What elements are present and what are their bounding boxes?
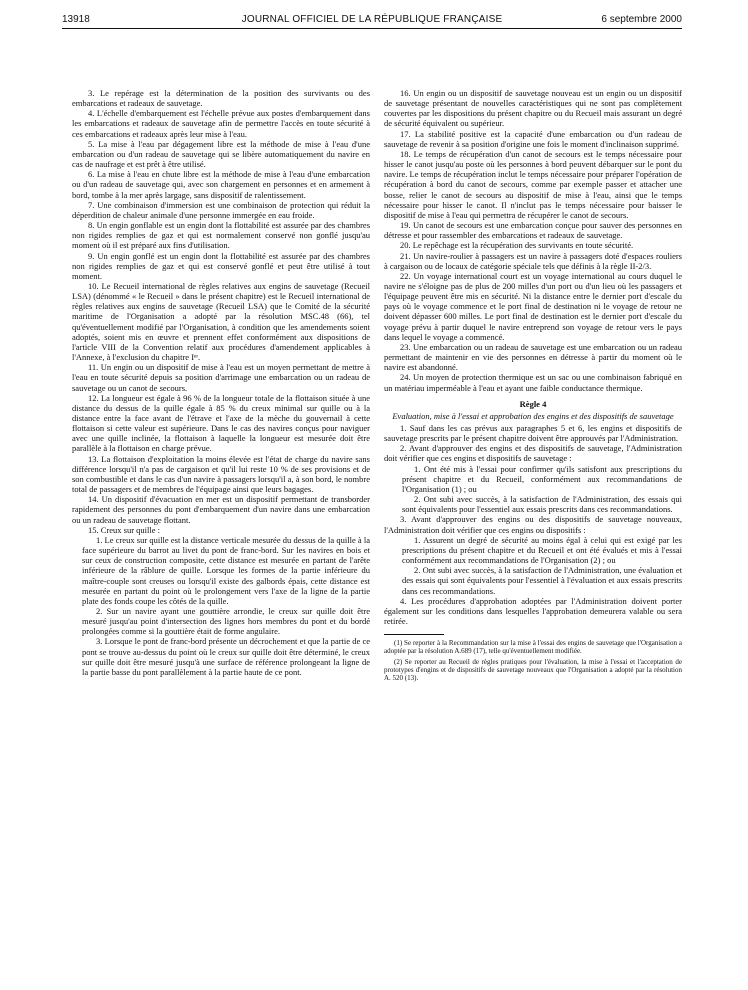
- footnote-2: (2) Se reporter au Recueil de règles pratiques pour l'évaluation, la mise à l'essai et l'acceptation de prototypes d'engins et de dispositifs de sauvetage nouveaux que l'Organisation a adopté par la résolution A. 520 (13).: [384, 657, 682, 682]
- left-column: [72, 88, 370, 677]
- journal-title: JOURNAL OFFICIEL DE LA RÉPUBLIQUE FRANÇAISE: [241, 14, 503, 25]
- paragraph: 2. Ont subi avec succès, à la satisfaction de l'Administration, des essais qui sont équivalents pour l'essentiel aux essais prescrits dans ces recommandations.: [402, 494, 682, 515]
- paragraph: 1. Sauf dans les cas prévus aux paragraphes 5 et 6, les engins et dispositifs de sauvetage prescrits par le présent chapitre doivent être approuvés par l'Administration.: [384, 423, 682, 444]
- paragraph: 4. Les procédures d'approbation adoptées par l'Administration doivent porter également sur les conditions dans lesquelles l'approbation demeurera valable ou sera retirée.: [384, 595, 682, 626]
- paragraph: 2. Sur un navire ayant une gouttière arrondie, le creux sur quille doit être mesuré jusqu'au point d'intersection des lignes hors membres du pont et du bordé prolongées comme si la gouttière était de forme angulaire.: [82, 605, 370, 637]
- paragraph: 17. La stabilité positive est la capacité d'une embarcation ou d'un radeau de sauvetage de revenir à sa position d'origine une fois le moment d'inclinaison supprimé.: [384, 128, 682, 149]
- paragraph: 16. Un engin ou un dispositif de sauvetage nouveau est un engin ou un dispositif de sauvetage présentant de nouvelles caractéristiques qui ne sont pas complètement couvertes par les dispositions du présent chapitre ou du Recueil mais assurant un degré de sécurité équivalent ou supérieur.: [384, 88, 682, 129]
- publication-date: 6 septembre 2000: [601, 14, 682, 25]
- paragraph: 20. Le repêchage est la récupération des survivants en toute sécurité.: [400, 240, 634, 251]
- paragraph: 10. Le Recueil international de règles relatives aux engins de sauvetage (Recueil LSA) (dénommé « le Recueil » dans le présent chapitre) est le Recueil international de règles relatives aux engins de sauvetage (Recueil LSA) que le Comité de la sécurité maritime de l'Organisation a adopté par la résolution MSC.48 (66), tel qu'éventuellement modifié par l'Organisation, à condition que les amendements soient adoptés, soient mis en œuvre et prennent effet conformément aux dispositions de l'article VIII de la Convention relatif aux procédures d'amendement applicables à l'Annexe, à l'exclusion du chapitre Iᵉʳ.: [72, 280, 370, 363]
- paragraph: 14. Un dispositif d'évacuation en mer est un dispositif permettant de transborder rapidement des personnes du pont d'embarquement d'un navire dans une embarcation ou un radeau de sauvetage flottant.: [72, 494, 370, 525]
- paragraph: 21. Un navire-roulier à passagers est un navire à passagers doté d'espaces rouliers à cargaison ou de locaux de catégorie spéciale tels que définis à la règle II-2/3.: [384, 250, 682, 271]
- paragraph: 3. Lorsque le pont de franc-bord présente un décrochement et que la partie de ce pont se trouve au-dessus du point où le creux sur quille doit être déterminé, le creux sur quille doit être mesuré jusqu'à une surface de référence prolongeant la ligne de la partie basse du pont parallèlement à la partie haute de ce pont.: [82, 636, 370, 677]
- paragraph: 13. La flottaison d'exploitation la moins élevée est l'état de charge du navire sans différence lorsqu'il n'a pas de cargaison et qu'il lui reste 10 % de ses provisions et de son combustible et dans le cas d'un navire à passagers lorsqu'il a, à son bord, le nombre total de passagers et de membres de l'équipage ainsi que leurs bagages.: [72, 453, 370, 495]
- section-heading: Règle 4: [519, 398, 547, 409]
- paragraph: 7. Une combinaison d'immersion est une combinaison de protection qui réduit la déperdition de chaleur animale d'une personne immergée en eau froide.: [72, 199, 370, 220]
- page-number: 13918: [62, 14, 90, 25]
- paragraph: 12. La longueur est égale à 96 % de la longueur totale de la flottaison située à une distance du dessus de la quille égale à 85 % du creux minimal sur quille ou à la distance entre la face avant de l'étrave et l'axe de la mèche du gouvernail à cette flottaison si cette valeur est supérieure. Dans le cas des navires conçus pour naviguer avec une quille inclinée, la flottaison à laquelle la longueur est mesurée doit être parallèle à la flottaison en charge prévue.: [72, 392, 370, 454]
- paragraph: 2. Ont subi avec succès, à la satisfaction de l'Administration, une évaluation et des essais qui sont équivalents pour l'essentiel à l'évaluation et aux essais prescrits dans ces recommandations.: [402, 565, 682, 596]
- paragraph: 3. Le repérage est la détermination de la position des survivants ou des embarcations et radeaux de sauvetage.: [72, 88, 370, 109]
- paragraph: 1. Assurent un degré de sécurité au moins égal à celui qui est exigé par les prescriptions du présent chapitre et du Recueil et ont été évalués et mis à l'essai conformément aux recommandations de l'Organisation (2) ; ou: [402, 534, 682, 566]
- section-subheading: Evaluation, mise à l'essai et approbation des engins et des dispositifs de sauvetage: [392, 410, 674, 421]
- paragraph: 22. Un voyage international court est un voyage international au cours duquel le navire ne s'éloigne pas de plus de 200 milles d'un port ou d'un lieu où les passagers et l'équipage peuvent être mis en sécurité. Ni la distance entre le dernier port d'escale du pays où le voyage commence et le port final de destination ni le voyage de retour ne doivent dépasser 600 milles. Le port final de destination est le dernier port d'escale du voyage prévu à partir duquel le navire entreprend son voyage de retour vers le pays dans lequel le voyage a commencé.: [384, 270, 682, 342]
- footnotes: [384, 634, 682, 682]
- paragraph: 5. La mise à l'eau par dégagement libre est la méthode de mise à l'eau d'une embarcation ou d'un radeau de sauvetage qui se libère automatiquement du navire en cas de naufrage et est prêt à être utilisé.: [72, 138, 370, 170]
- paragraph: 6. La mise à l'eau en chute libre est la méthode de mise à l'eau d'une embarcation ou d'un radeau de sauvetage qui, avec son chargement en personnes et en armement à bord, tombe à la mer après largage, sans dispositif de ralentissement.: [72, 169, 370, 200]
- right-column-paragraphs: [384, 88, 682, 626]
- paragraph: 15. Creux sur quille :: [88, 524, 161, 535]
- paragraph: 24. Un moyen de protection thermique est un sac ou une combinaison fabriqué en un matériau imperméable à l'eau et ayant une faible conductance thermique.: [384, 372, 682, 393]
- footnote-rule: [384, 634, 444, 635]
- paragraph: 3. Avant d'approuver des engins ou des dispositifs de sauvetage nouveaux, l'Administration doit vérifier que ces engins ou dispositifs :: [384, 514, 682, 535]
- paragraph: 4. L'échelle d'embarquement est l'échelle prévue aux postes d'embarquement dans les embarcations et radeaux de sauvetage afin de permettre l'accès en toute sécurité à ces embarcations et radeaux après leur mise à l'eau.: [72, 108, 370, 139]
- paragraph: 1. Le creux sur quille est la distance verticale mesurée du dessus de la quille à la face supérieure du barrot au livet du pont de franc-bord. Sur les navires en bois et sur ceux de construction composite, cette distance est mesurée en partant de l'arête inférieure de la râblure de quille. Lorsque les formes de la partie inférieure du maître-couple sont creuses ou lorsqu'il existe des galbords épais, cette distance est mesurée en partant du point où le prolongement vers l'axe de la ligne de la partie plate des fonds coupe les côtés de la quille.: [82, 534, 370, 606]
- paragraph: 23. Une embarcation ou un radeau de sauvetage est une embarcation ou un radeau permettant de maintenir en vie des personnes en détresse à partir du moment où le navire est abandonné.: [384, 341, 682, 373]
- right-column: [384, 88, 682, 684]
- paragraph: 8. Un engin gonflable est un engin dont la flottabilité est assurée par des chambres non rigides remplies de gaz et qui est normalement conservé non gonflé jusqu'au moment où il est préparé aux fins d'utilisation.: [72, 220, 370, 251]
- paragraph: 1. Ont été mis à l'essai pour confirmer qu'ils satisfont aux prescriptions du présent chapitre et du Recueil, conformément aux recommandations de l'Organisation (1) ; ou: [402, 463, 682, 494]
- paragraph: 2. Avant d'approuver des engins et des dispositifs de sauvetage, l'Administration doit vérifier que ces engins et dispositifs de sauvetage :: [384, 443, 682, 464]
- paragraph: 9. Un engin gonflé est un engin dont la flottabilité est assurée par des chambres non rigides remplies de gaz et qui est conservé gonflé et peut être utilisé à tout moment.: [72, 250, 370, 281]
- footnote-1: (1) Se reporter à la Recommandation sur la mise à l'essai des engins de sauvetage que l'Organisation a adoptée par la résolution A.689 (17), telle qu'éventuellement modifiée.: [384, 639, 682, 656]
- paragraph: 19. Un canot de secours est une embarcation conçue pour sauver des personnes en détresse et pour rassembler des embarcations et radeaux de sauvetage.: [384, 220, 682, 241]
- paragraph: 11. Un engin ou un dispositif de mise à l'eau est un moyen permettant de mettre à l'eau en toute sécurité depuis sa position d'arrimage une embarcation ou un radeau de sauvetage ou un canot de secours.: [72, 362, 370, 393]
- header-rule: [62, 28, 682, 29]
- paragraph: 18. Le temps de récupération d'un canot de secours est le temps nécessaire pour hisser le canot jusqu'au poste où les personnes à bord peuvent débarquer sur le pont du navire. Le temps de récupération inclut le temps nécessaire pour préparer l'opération de récupération à bord du canot de secours, comme par exemple passer et attacher une bosse, relier le canot de secours au dispositif de mise à l'eau, ainsi que le temps nécessaire pour hisser le canot. Il n'inclut pas le temps nécessaire pour baisser le dispositif de mise à l'eau qui permettra de récupérer le canot de secours.: [384, 148, 682, 220]
